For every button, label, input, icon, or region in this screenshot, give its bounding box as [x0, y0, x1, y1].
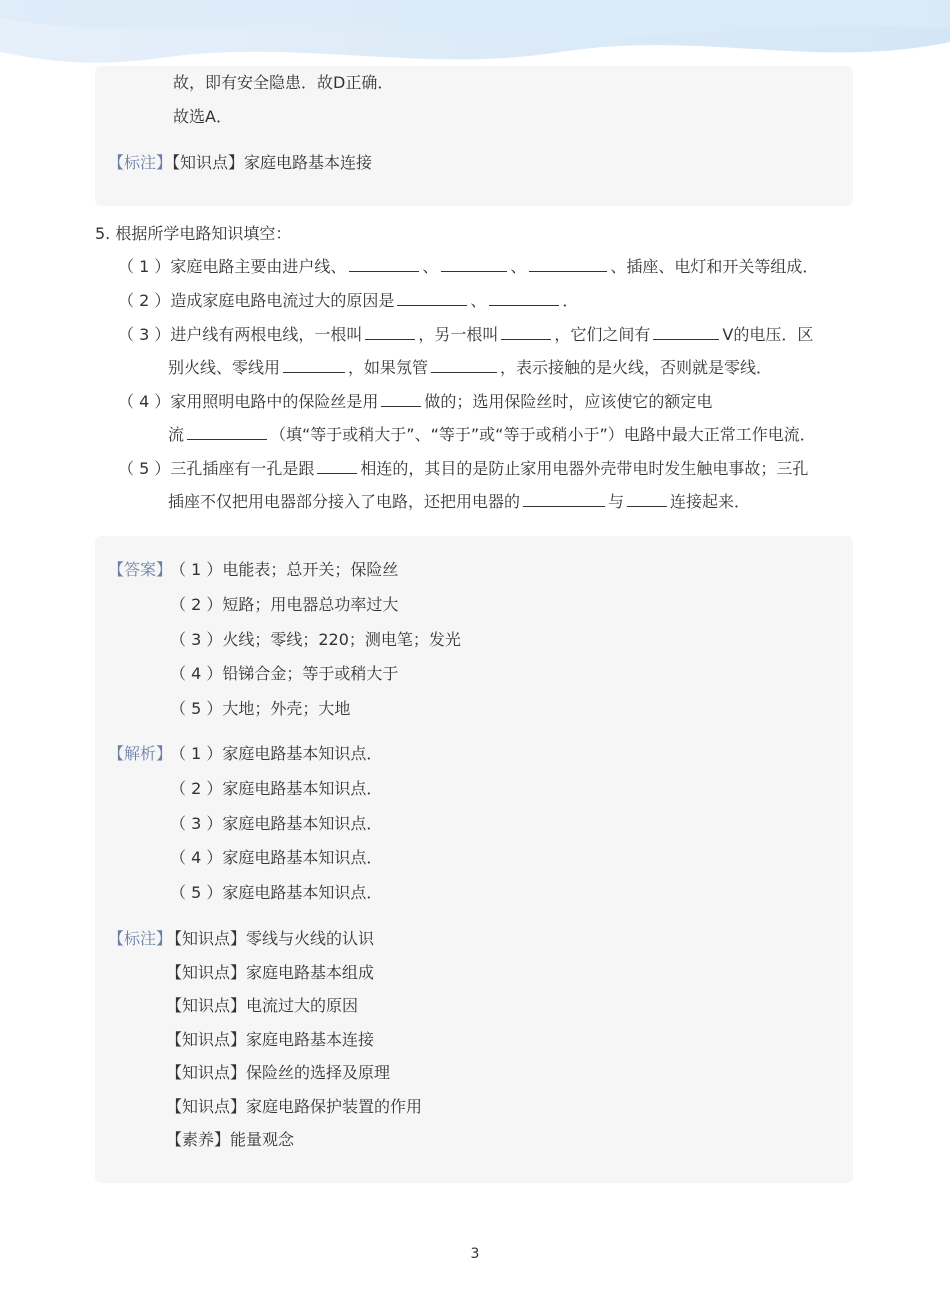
part-number: （ 1 ）: [118, 257, 171, 276]
answer-item: （ 2 ）短路；用电器总功率过大: [170, 595, 399, 614]
fill-blank[interactable]: [317, 459, 357, 474]
answer-item: （ 1 ）电能表；总开关；保险丝: [170, 560, 399, 579]
annotation-item: 【知识点】家庭电路基本连接: [166, 1030, 375, 1049]
question-part-5: （ 5 ）三孔插座有一孔是跟 相连的，其目的是防止家用电器外壳带电时发生触电事故；三孔: [118, 459, 809, 478]
part-number: （ 5 ）: [118, 459, 171, 478]
question-stem: 5. 根据所学电路知识填空：: [95, 224, 292, 243]
answer-item: （ 4 ）铅锑合金；等于或稍大于: [170, 664, 399, 683]
prev-solution-line: 故，即有安全隐患．故D正确．: [173, 73, 394, 92]
question-part-2: （ 2 ）造成家庭电路电流过大的原因是 、 ．: [118, 291, 579, 310]
prev-solution-line: 故选A．: [173, 107, 232, 126]
fill-blank[interactable]: [431, 358, 497, 373]
fill-blank[interactable]: [441, 257, 507, 272]
fill-blank[interactable]: [501, 325, 551, 340]
fill-blank[interactable]: [529, 257, 607, 272]
analysis-item: （ 2 ）家庭电路基本知识点．: [170, 779, 383, 798]
fill-blank[interactable]: [627, 492, 667, 507]
fill-blank[interactable]: [349, 257, 419, 272]
fill-blank[interactable]: [283, 358, 345, 373]
analysis-item: （ 3 ）家庭电路基本知识点．: [170, 814, 383, 833]
analysis-item: （ 5 ）家庭电路基本知识点．: [170, 883, 383, 902]
question-part-4-cont: 流 （填“等于或稍大于”、“等于”或“等于或稍小于”）电路中最大正常工作电流．: [168, 425, 816, 444]
prev-annotation: [108, 152, 372, 174]
answer-item: （ 5 ）大地；外壳；大地: [170, 699, 351, 718]
annotation-item: 【知识点】家庭电路基本组成: [166, 963, 375, 982]
fill-blank[interactable]: [523, 492, 605, 507]
analysis-item: （ 4 ）家庭电路基本知识点．: [170, 848, 383, 867]
question-part-3: （ 3 ）进户线有两根电线，一根叫 ，另一根叫 ，它们之间有 V的电压．区: [118, 325, 814, 344]
part-number: （ 4 ）: [118, 392, 171, 411]
fill-blank[interactable]: [381, 392, 421, 407]
fill-blank[interactable]: [365, 325, 415, 340]
analysis-item: （ 1 ）家庭电路基本知识点．: [170, 744, 383, 763]
annotation-item: 【知识点】电流过大的原因: [166, 996, 359, 1015]
question-part-5-cont: 插座不仅把用电器部分接入了电路，还把用电器的 与 连接起来．: [168, 492, 751, 511]
annotation-item: 【知识点】保险丝的选择及原理: [166, 1063, 391, 1082]
fill-blank[interactable]: [653, 325, 719, 340]
question-part-1: （ 1 ）家庭电路主要由进户线、 、 、 、插座、电灯和开关等组成．: [118, 257, 819, 276]
annotation-tag: 【标注】: [108, 153, 173, 172]
annotation-item: 【知识点】家庭电路保护装置的作用: [166, 1097, 423, 1116]
question-part-4: （ 4 ）家用照明电路中的保险丝是用 做的；选用保险丝时，应该使它的额定电: [118, 392, 713, 411]
part-number: （ 3 ）: [118, 325, 171, 344]
annotation-item: 【知识点】零线与火线的认识: [166, 929, 375, 948]
analysis-tag: 【解析】: [108, 744, 173, 763]
annotation-tag: 【标注】: [108, 929, 173, 948]
page-number: 3: [470, 1246, 480, 1262]
annotation-text: 【知识点】家庭电路基本连接: [172, 153, 373, 172]
fill-blank[interactable]: [489, 291, 559, 306]
part-number: （ 2 ）: [118, 291, 171, 310]
answer-item: （ 3 ）火线；零线；220；测电笔；发光: [170, 630, 461, 649]
question-part-3-cont: 别火线、零线用 ，如果氖管 ，表示接触的是火线，否则就是零线．: [168, 358, 773, 377]
answer-tag: 【答案】: [108, 560, 173, 579]
fill-blank[interactable]: [397, 291, 467, 306]
fill-blank[interactable]: [187, 425, 267, 440]
annotation-item: 【素养】能量观念: [166, 1130, 295, 1149]
